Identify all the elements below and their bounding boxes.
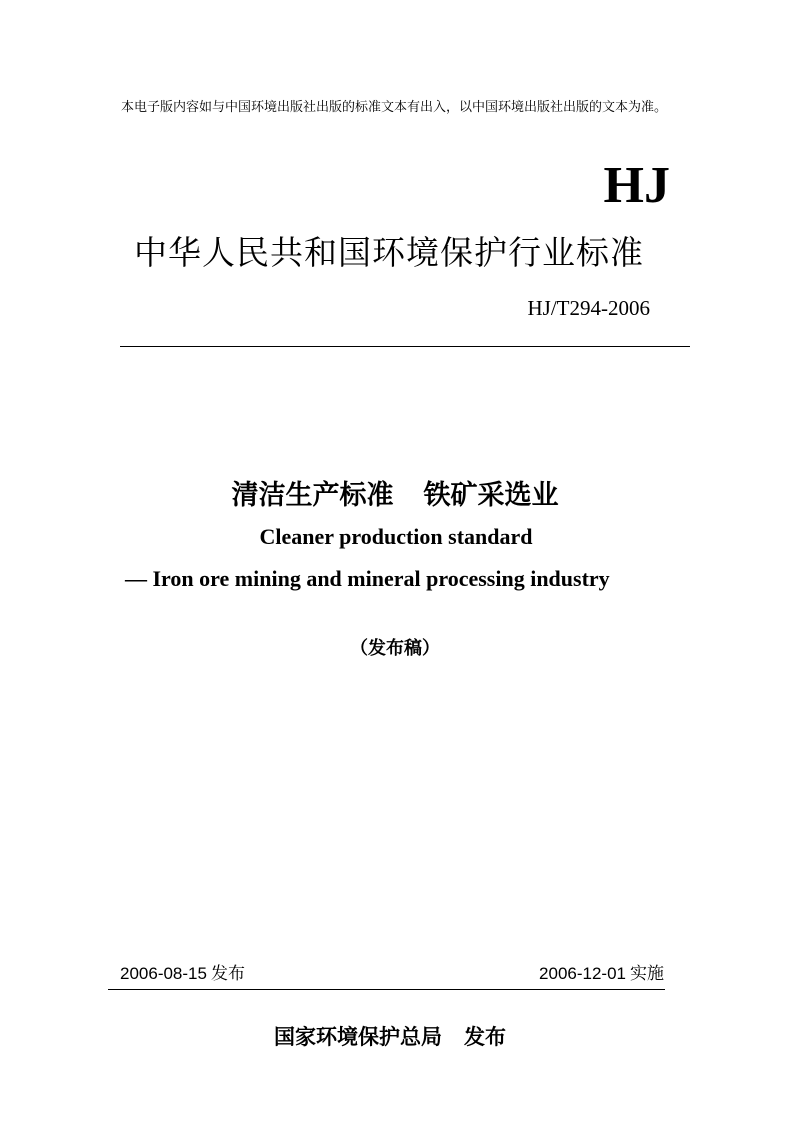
document-title-en-line2: — Iron ore mining and mineral processing industry <box>125 566 610 591</box>
date-row <box>120 960 664 988</box>
standard-number: HJ/T294-2006 <box>527 296 650 320</box>
publisher-line <box>0 1022 780 1052</box>
publisher-action: 发布 <box>464 1025 506 1049</box>
standard-mark: HJ <box>603 157 670 214</box>
title-zh-part1: 清洁生产标准 <box>231 480 394 511</box>
standard-category-title: 中华人民共和国环境保护行业标准 <box>134 233 644 272</box>
publisher-name: 国家环境保护总局 <box>274 1025 442 1049</box>
footer-divider <box>108 989 665 990</box>
document-title-zh <box>0 476 790 516</box>
issue-date-group <box>120 960 245 988</box>
implement-date: 2006-12-01 <box>539 964 626 983</box>
implement-date-group <box>539 960 664 988</box>
issue-label: 发布 <box>210 964 245 984</box>
implement-label: 实施 <box>630 964 664 984</box>
draft-status-label: （发布稿） <box>350 638 440 659</box>
disclaimer-notice: 本电子版内容如与中国环境出版社出版的标准文本有出入，以中国环境出版社出版的文本为准。 <box>121 100 668 115</box>
document-title-en-line1: Cleaner production standard <box>259 524 533 549</box>
issue-date: 2006-08-15 <box>120 964 207 983</box>
title-zh-part2: 铁矿采选业 <box>423 480 559 511</box>
header-divider <box>120 346 690 347</box>
